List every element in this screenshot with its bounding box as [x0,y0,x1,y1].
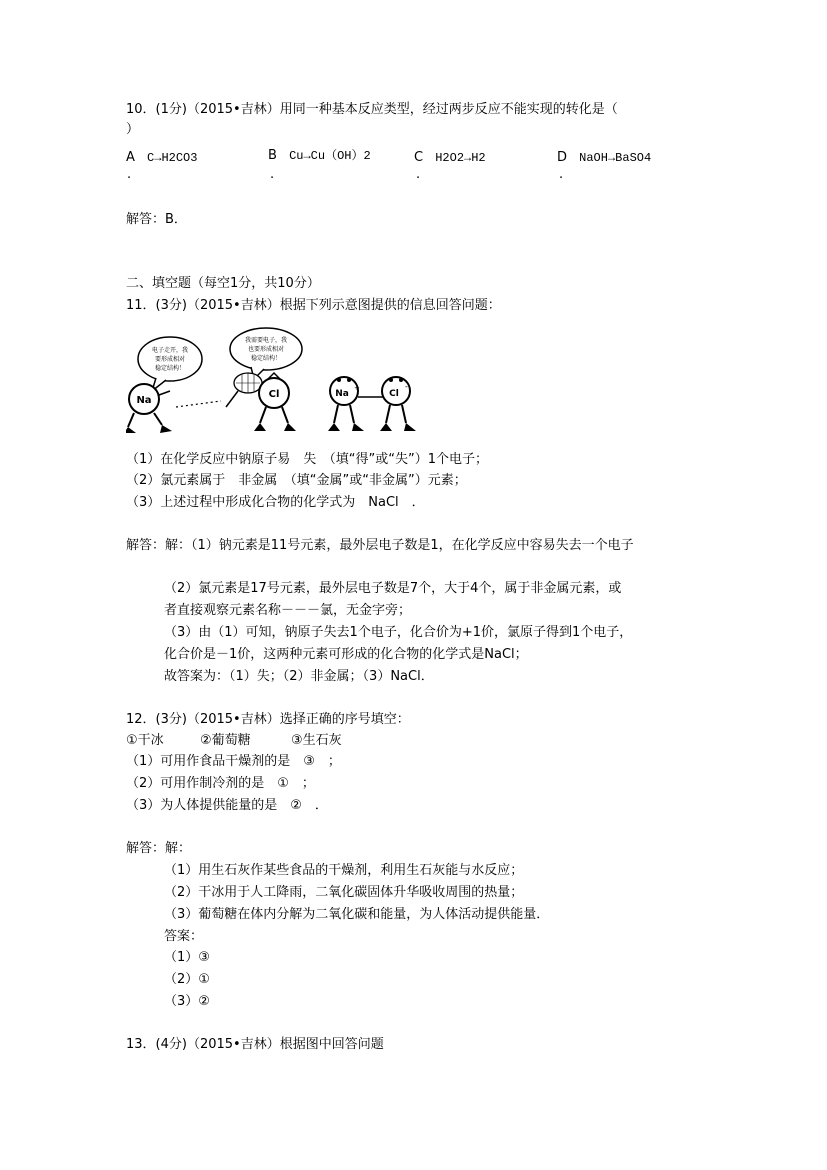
option-letter: A [126,150,135,165]
q12-choice-2: ②葡萄糖 [200,733,251,748]
q11-line-3: （3）上述过程中形成化合物的化学式为 NaCl ． [126,495,425,510]
q13-stem: 13．(4分)（2015•吉林）根据图中回答问题 [126,1037,384,1052]
q12-solution-2: （2）干冰用于人工降雨，二氧化碳固体升华吸收周围的热量； [164,885,524,900]
q10-option-b [268,146,371,166]
q11-solution-3: 者直接观察元素名称－－－氯，无金字旁； [164,603,412,618]
q12-line-1: （1）可用作食品干燥剂的是 ③ ； [126,754,341,769]
option-letter: B [268,148,277,163]
ion-na-label: Na [335,389,349,399]
q12-choice-3: ③生石灰 [291,733,342,748]
speech-bubble-right [230,328,302,379]
q10-answer: 解答：B． [126,212,187,227]
bubble-left-line-1: 电子走开，我 [151,347,189,354]
option-b-dot: . [270,167,275,182]
option-letter: C [414,150,424,165]
atom-cl-label: Cl [268,389,280,400]
butterfly-net [226,373,262,407]
bubble-right-line-3: 稳定结构！ [250,355,282,362]
q11-solution-6: 故答案为：（1）失；（2）非金属；（3）NaCl． [164,669,434,684]
q12-solution-7: （3）② [164,994,210,1009]
q12-solution-5: （1）③ [164,950,210,965]
na-atom-character [126,384,172,433]
q11-solution-2: （2）氯元素是17号元素，最外层电子数是7个，大于4个，属于非金属元素，或 [164,581,622,596]
bubble-left-line-2: 要形成相对 [154,356,186,363]
atom-na-label: Na [136,395,152,406]
option-text: NaOH→BaSO4 [579,151,652,165]
q12-choice-1: ①干冰 [126,733,164,748]
q12-solution-6: （2）① [164,972,210,987]
q12-solution-1: （1）用生石灰作某些食品的干燥剂，利用生石灰能与水反应； [164,863,524,878]
q12-solution-head: 解答：解： [126,841,192,856]
bubble-left-line-3: 稳定结构！ [154,365,186,372]
q10-option-d [557,148,651,168]
ion-cl-charge: - [405,382,408,391]
q11-stem: 11．(3分)（2015•吉林）根据下列示意图提供的信息回答问题： [126,298,501,313]
q12-solution-4: 答案： [164,929,204,944]
option-a-dot: . [127,167,132,182]
option-text: H2O2→H2 [435,151,486,165]
section-heading: 二、填空题（每空1分，共10分） [126,276,320,291]
q12-line-3: （3）为人体提供能量的是 ② ． [126,798,328,813]
na-ion-character [328,377,364,431]
bubble-right-line-1: 我需要电子，我 [244,337,288,344]
q11-illustration [126,327,426,439]
q12-solution-3: （3）葡萄糖在体内分解为二氧化碳和能量，为人体活动提供能量． [164,907,550,922]
option-text: Cu→Cu（OH）2 [289,149,371,163]
ion-na-charge: + [354,384,360,392]
q11-line-2: （2）氯元素属于 非金属 （填“金属”或“非金属”）元素； [126,473,467,488]
electron-trail [176,401,221,407]
q11-solution-4: （3）由（1）可知，钠原子失去1个电子，化合价为+1价，氯原子得到1个电子， [164,625,633,640]
q12-line-2: （2）可用作制冷剂的是 ① ； [126,776,315,791]
q11-solution-1: 解答：解：（1）钠元素是11号元素，最外层电子数是1，在化学反应中容易失去一个电子 [126,538,634,553]
bubble-right-line-2: 也要形成相对 [247,346,285,353]
option-d-dot: . [559,167,564,182]
q10-option-c [414,148,486,168]
q10-option-a [126,148,197,168]
q11-solution-5: 化合价是－1价，这两种元素可形成的化合物的化学式是NaCl； [164,647,528,662]
q11-line-1: （1）在化学反应中钠原子易 失 （填“得”或“失”）1个电子； [126,452,488,467]
q10-stem-line2: ） [126,122,140,137]
q12-stem: 12．(3分)（2015•吉林）选择正确的序号填空： [126,712,410,727]
option-c-dot: . [416,167,421,182]
ion-cl-label: Cl [389,389,399,399]
cl-ion-character [380,377,416,431]
q10-stem-line1: 10．(1分)（2015•吉林）用同一种基本反应类型，经过两步反应不能实现的转化是（ [126,102,618,117]
speech-bubble-left [138,337,202,391]
option-text: C→H2CO3 [147,151,198,165]
option-letter: D [557,150,568,165]
